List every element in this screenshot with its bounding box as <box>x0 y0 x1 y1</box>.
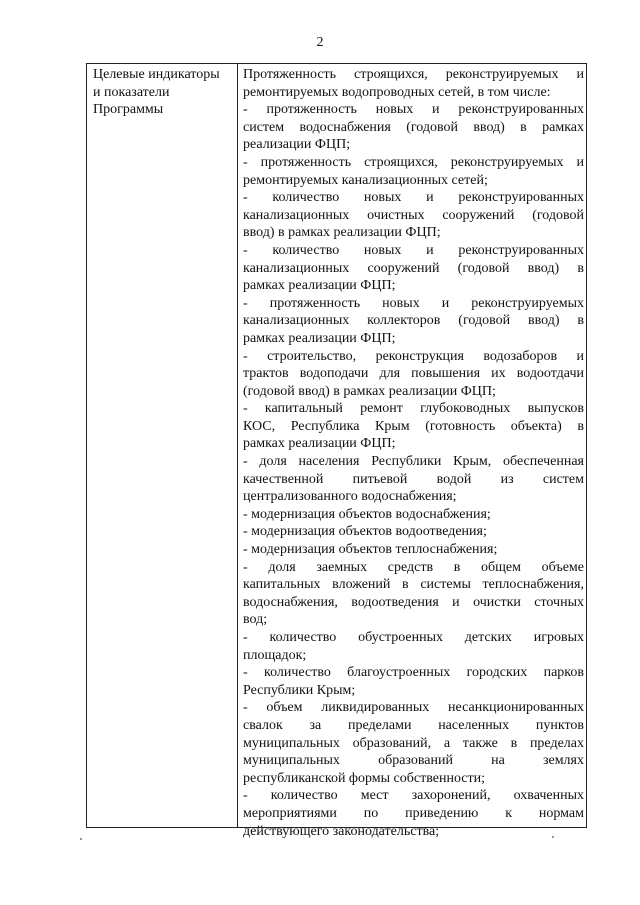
indicator-line: - количество новых и реконструированных <box>243 190 584 206</box>
indicator-line: - протяженность новых и реконструируемых <box>243 295 584 311</box>
indicator-line: - капитальный ремонт глубоководных выпусков <box>243 401 584 417</box>
indicator-line: свалок за пределами населенных пунктов <box>243 717 584 733</box>
indicator-line: - протяженность новых и реконструированных <box>243 102 584 118</box>
indicator-line: ремонтируемых водопроводных сетей, в том числе: <box>243 84 551 100</box>
indicator-line: - количество новых и реконструированных <box>243 242 584 258</box>
indicator-line: вод; <box>243 612 268 628</box>
indicator-line: (годовой ввод) в рамках реализации ФЦП; <box>243 383 496 399</box>
indicator-line: - модернизация объектов водоснабжения; <box>243 506 491 522</box>
indicator-line: Республики Крым; <box>243 682 356 698</box>
indicator-line: - строительство, реконструкция водозаборов и <box>243 348 584 364</box>
indicator-line: трактов водоподачи для повышения их водоотдачи <box>243 366 584 382</box>
indicator-line: - модернизация объектов водоотведения; <box>243 524 487 540</box>
page-number: 2 <box>316 35 324 50</box>
indicator-line: систем водоснабжения (годовой ввод) в рамках <box>243 119 584 135</box>
program-passport-table <box>86 63 587 839</box>
indicator-line: централизованного водоснабжения; <box>243 489 457 505</box>
indicator-line: ремонтируемых канализационных сетей; <box>243 172 488 188</box>
indicator-line: - объем ликвидированных несанкционированных <box>243 700 584 716</box>
indicator-line: рамках реализации ФЦП; <box>243 330 396 346</box>
indicator-line: капитальных вложений в системы теплоснабжения, <box>243 577 584 593</box>
indicator-line: - протяженность строящихся, реконструируемых и <box>243 154 584 170</box>
indicator-line: мероприятиями по приведению к нормам <box>243 805 584 821</box>
indicator-line: республиканской формы собственности; <box>243 770 486 786</box>
indicator-line: качественной питьевой водой из систем <box>243 471 584 487</box>
row-header-line: и показатели <box>93 84 170 100</box>
indicator-line: - количество мест захоронений, охваченных <box>243 788 584 804</box>
indicator-line: водоснабжения, водоотведения и очистки сточных <box>243 594 584 610</box>
scan-speck <box>552 836 554 838</box>
indicator-line: ввод) в рамках реализации ФЦП; <box>243 225 441 241</box>
indicator-line: действующего законодательства; <box>243 823 440 839</box>
indicator-line: муниципальных образований на землях <box>243 753 584 769</box>
indicator-line: канализационных коллекторов (годовой ввод) в <box>243 313 584 329</box>
row-header-line: Программы <box>93 102 164 118</box>
row-header-cell <box>93 66 233 119</box>
indicator-line: канализационных очистных сооружений (годовой <box>243 207 584 223</box>
indicator-line: - модернизация объектов теплоснабжения; <box>243 542 498 558</box>
scan-speck <box>80 838 82 840</box>
indicator-line: - доля населения Республики Крым, обеспеченная <box>243 454 584 470</box>
indicator-line: - количество благоустроенных городских парков <box>243 665 584 681</box>
indicator-line: муниципальных образований, а также в пределах <box>243 735 584 751</box>
indicator-line: - доля заемных средств в общем объеме <box>243 559 584 575</box>
indicator-line: - количество обустроенных детских игровых <box>243 630 584 645</box>
indicator-line: площадок; <box>243 647 307 663</box>
indicators-cell <box>243 66 584 840</box>
indicator-line: рамках реализации ФЦП; <box>243 278 396 294</box>
indicator-line: КОС, Республика Крым (готовность объекта) в <box>243 418 584 434</box>
indicator-line: реализации ФЦП; <box>243 137 351 153</box>
indicator-line: Протяженность строящихся, реконструируемых и <box>243 67 584 82</box>
row-header-line: Целевые индикаторы <box>93 67 220 82</box>
indicator-line: рамках реализации ФЦП; <box>243 436 396 452</box>
column-divider <box>237 64 238 827</box>
indicator-line: канализационных сооружений (годовой ввод) в <box>243 260 584 276</box>
